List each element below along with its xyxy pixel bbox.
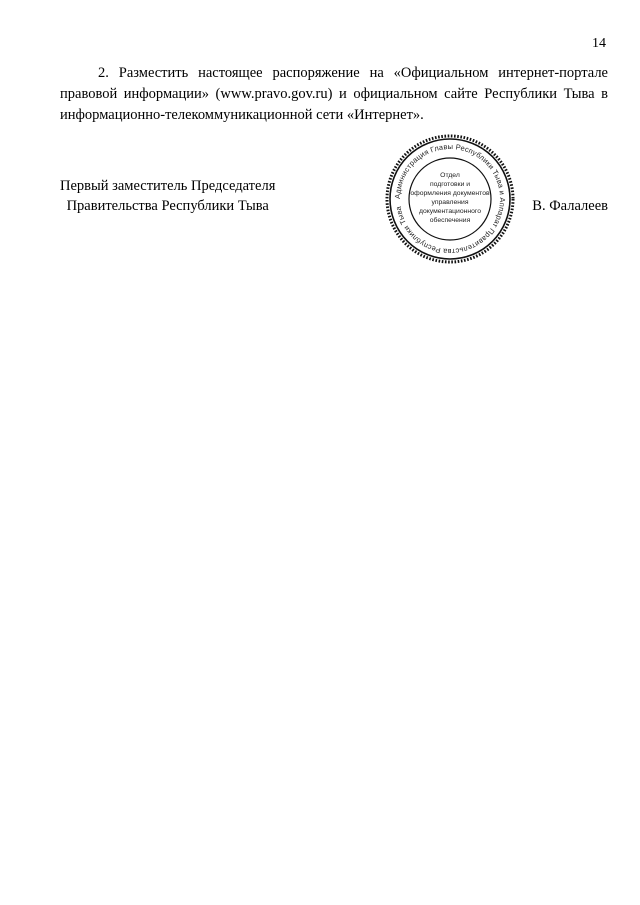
stamp-ring-text: Администрация Главы Республики Тыва и Аппарат Правительства Республики Тыва bbox=[392, 141, 508, 257]
signer-title-line1: Первый заместитель Председателя bbox=[60, 178, 276, 194]
stamp-center-line: обеспечения bbox=[429, 217, 471, 224]
signer-title bbox=[60, 176, 275, 216]
page-number: 14 bbox=[592, 36, 606, 51]
paragraph-text: 2. Разместить настоящее распоряжение на «Официальном интернет-портале правовой информации» (www.pravo.gov.ru) и официальном сайте Республики Тыва в информационно-телекоммуникационной сети «Интернет». bbox=[60, 65, 608, 123]
official-stamp bbox=[384, 133, 516, 265]
signer-name: В. Фалалеев bbox=[532, 198, 608, 214]
stamp-center-line: управления bbox=[431, 199, 469, 206]
stamp-center-line: оформления документов bbox=[410, 190, 490, 197]
stamp-center-line: Отдел bbox=[440, 172, 460, 179]
stamp-center-line: документационного bbox=[418, 208, 482, 215]
stamp-seal bbox=[384, 133, 516, 265]
body-paragraph bbox=[60, 63, 608, 126]
stamp-center-line: подготовки и bbox=[429, 181, 471, 188]
signer-title-line2: Правительства Республики Тыва bbox=[66, 198, 269, 214]
